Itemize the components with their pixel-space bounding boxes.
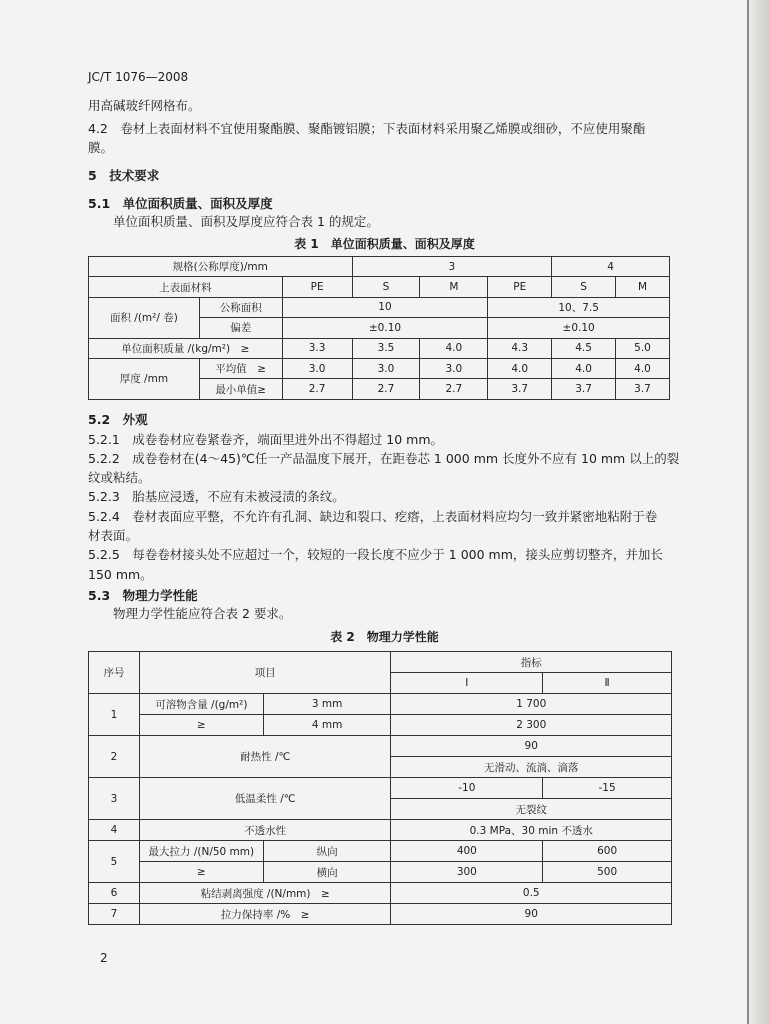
section-5-heading: 5 技术要求 (88, 168, 160, 183)
t1-area3: 10 (282, 297, 488, 317)
body-line: 材表面。 (88, 528, 139, 543)
t2-row-no: 7 (89, 904, 140, 925)
t1-spec-label: 规格(公称厚度)/mm (89, 257, 353, 277)
t1-material: M (420, 277, 488, 297)
t1-avg: 3.0 (352, 358, 420, 378)
t2-row-no: 6 (89, 883, 140, 904)
t2-r6-v: 0.5 (391, 883, 672, 904)
t1-mass: 4.3 (488, 338, 552, 358)
t2-r1-va: 1 700 (391, 694, 672, 715)
t1-material: S (352, 277, 420, 297)
t2-r5-bII: 500 (543, 862, 672, 883)
t1-material: PE (488, 277, 552, 297)
table2-caption: 表 2 物理力学性能 (330, 630, 439, 644)
t1-avg: 3.0 (420, 358, 488, 378)
body-line: 膜。 (88, 140, 114, 155)
t2-r3-v2: 无裂纹 (391, 799, 672, 820)
t1-min-label: 最小单值≥ (199, 379, 282, 399)
t1-mass: 3.5 (352, 338, 420, 358)
t2-r5-a: 纵向 (263, 841, 391, 862)
scan-edge-shadow (747, 0, 769, 1024)
t2-r1-a: 3 mm (263, 694, 391, 715)
t2-r3-label: 低温柔性 /℃ (139, 778, 391, 820)
t2-r7-v: 90 (391, 904, 672, 925)
t2-header-index: 指标 (391, 652, 672, 673)
body-line: 纹或粘结。 (88, 470, 151, 485)
t2-row-no: 5 (89, 841, 140, 883)
t2-r1-label: 可溶物含量 /(g/m²) (139, 694, 263, 715)
clause-5-2-3: 5.2.3 胎基应浸透，不应有未被浸渍的条纹。 (88, 489, 345, 504)
clause-5-2-1: 5.2.1 成卷卷材应卷紧卷齐，端面里进外出不得超过 10 mm。 (88, 432, 444, 447)
t1-dev4: ±0.10 (488, 318, 670, 338)
t1-material: S (552, 277, 616, 297)
t1-area4: 10、7.5 (488, 297, 670, 317)
t2-r5-bI: 300 (391, 862, 543, 883)
t1-avg: 4.0 (552, 358, 616, 378)
page-number: 2 (100, 951, 108, 965)
scan-edge-line (747, 0, 749, 1024)
t1-mass-label: 单位面积质量 /(kg/m²) ≥ (89, 338, 283, 358)
t2-r5-ge: ≥ (139, 862, 263, 883)
t2-r7-label: 拉力保持率 /% ≥ (139, 904, 391, 925)
section-5-2-heading: 5.2 外观 (88, 412, 148, 427)
t2-r4-v: 0.3 MPa、30 min 不透水 (391, 820, 672, 841)
clause-5-2-5: 5.2.5 每卷卷材接头处不应超过一个，较短的一段长度不应少于 1 000 mm，接头应剪切整齐，并加长 (88, 547, 663, 562)
t1-thick-label: 厚度 /mm (89, 358, 200, 399)
t1-material: M (616, 277, 670, 297)
t1-dev-label: 偏差 (199, 318, 282, 338)
body-line: 用高碱玻纤网格布。 (88, 98, 201, 113)
t1-spec3: 3 (352, 257, 552, 277)
t2-r5-label: 最大拉力 /(N/50 mm) (139, 841, 263, 862)
t2-r3-vI: -10 (391, 778, 543, 799)
t2-r2-v2: 无滑动、流淌、滴落 (391, 757, 672, 778)
t1-surface-label: 上表面材料 (89, 277, 283, 297)
t2-r4-label: 不透水性 (139, 820, 391, 841)
section-5-3-heading: 5.3 物理力学性能 (88, 588, 198, 603)
body-line: 单位面积质量、面积及厚度应符合表 1 的规定。 (113, 214, 379, 229)
t2-row-no: 4 (89, 820, 140, 841)
t1-min: 2.7 (282, 379, 352, 399)
body-line: 物理力学性能应符合表 2 要求。 (113, 606, 292, 621)
t1-nominal-label: 公称面积 (199, 297, 282, 317)
t1-min: 3.7 (488, 379, 552, 399)
t1-avg: 4.0 (488, 358, 552, 378)
t2-header-item: 项目 (139, 652, 391, 694)
clause-5-2-4: 5.2.4 卷材表面应平整，不允许有孔洞、缺边和裂口、疙瘩，上表面材料应均匀一致并紧密地粘附于卷 (88, 509, 658, 524)
t2-r1-b: 4 mm (263, 715, 391, 736)
t2-header-grade-II: Ⅱ (543, 673, 672, 694)
body-line: 150 mm。 (88, 567, 153, 582)
t2-r2-v: 90 (391, 736, 672, 757)
t1-min: 3.7 (616, 379, 670, 399)
t2-r3-vII: -15 (543, 778, 672, 799)
t1-mass: 5.0 (616, 338, 670, 358)
t2-r1-vb: 2 300 (391, 715, 672, 736)
section-5-1-heading: 5.1 单位面积质量、面积及厚度 (88, 196, 273, 211)
clause-5-2-2: 5.2.2 成卷卷材在(4～45)℃任一产品温度下展开，在距卷芯 1 000 mm 长度外不应有 10 mm 以上的裂 (88, 451, 680, 466)
t1-min: 3.7 (552, 379, 616, 399)
t1-min: 2.7 (352, 379, 420, 399)
t2-r2-label: 耐热性 /℃ (139, 736, 391, 778)
t2-r5-aI: 400 (391, 841, 543, 862)
t1-min: 2.7 (420, 379, 488, 399)
t2-r5-b: 横向 (263, 862, 391, 883)
table2 (88, 651, 672, 925)
t1-spec4: 4 (552, 257, 670, 277)
t1-avg: 4.0 (616, 358, 670, 378)
clause-4-2: 4.2 卷材上表面材料不宜使用聚酯膜、聚酯镀铝膜；下表面材料采用聚乙烯膜或细砂，不应使用聚酯 (88, 121, 646, 136)
t2-header-grade-I: Ⅰ (391, 673, 543, 694)
t2-r6-label: 粘结剥离强度 /(N/mm) ≥ (139, 883, 391, 904)
t1-mass: 4.5 (552, 338, 616, 358)
t1-avg-label: 平均值 ≥ (199, 358, 282, 378)
t1-dev3: ±0.10 (282, 318, 488, 338)
standard-number: JC/T 1076—2008 (88, 70, 189, 84)
t1-mass: 4.0 (420, 338, 488, 358)
t1-material: PE (282, 277, 352, 297)
t2-row-no: 1 (89, 694, 140, 736)
t1-avg: 3.0 (282, 358, 352, 378)
t2-row-no: 2 (89, 736, 140, 778)
t1-mass: 3.3 (282, 338, 352, 358)
t2-r1-ge: ≥ (139, 715, 263, 736)
t2-r5-aII: 600 (543, 841, 672, 862)
table1-caption: 表 1 单位面积质量、面积及厚度 (294, 237, 475, 251)
t1-area-label: 面积 /(m²/ 卷) (89, 297, 200, 338)
t2-row-no: 3 (89, 778, 140, 820)
t2-header-no: 序号 (89, 652, 140, 694)
table1-grid (88, 256, 670, 400)
